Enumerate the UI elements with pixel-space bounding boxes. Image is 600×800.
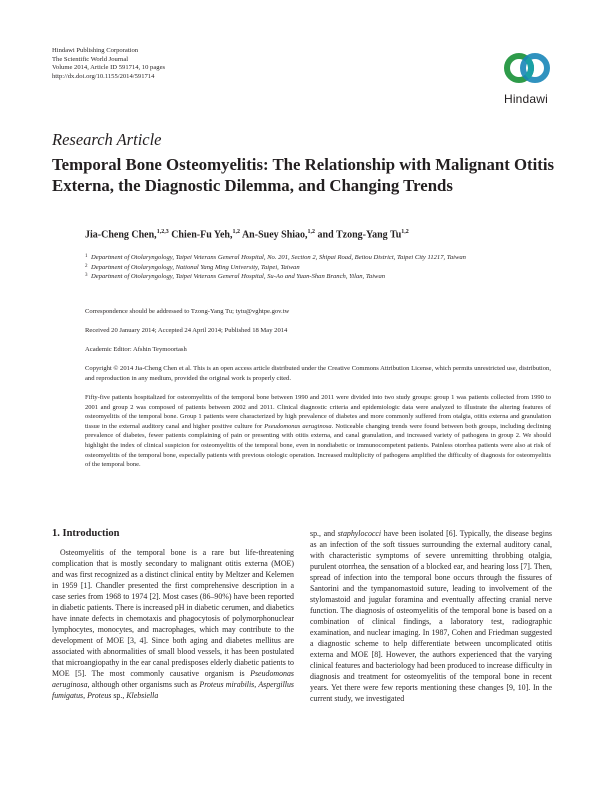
- author-list: [85, 229, 409, 240]
- affiliation-text: Department of Otolaryngology, Taipei Veterans General Hospital, Su-Ao and Yuan-Shan Branch, Yilan, Taiwan: [91, 273, 386, 281]
- affiliation-text: Department of Otolaryngology, Taipei Veterans General Hospital, No. 201, Section 2, Shipai Road, Beitou District, Taipei City 11217, Taiwan: [91, 254, 466, 261]
- body-text: , although other organisms such as: [87, 680, 200, 689]
- organism-name: staphylococci: [337, 529, 382, 538]
- organism-name: Aspergillus fumigatus: [52, 680, 294, 700]
- abstract: [85, 393, 551, 470]
- body-text: ,: [83, 691, 88, 700]
- author-affil-sup: 1,2: [401, 229, 409, 235]
- body-text: have been isolated [6]. Typically, the disease begins as an infection of the soft tissues surrounding the external auditory canal, with characteristic symptoms of severe unremitting throbbing otalgia, purulent otorrhea, the sensation of a blocked ear, and hearing loss [7]. Then, spread of infection into the temporal bone occurs through the fissures of Santorini and the tympanomastoid suture, leading to involvement of the stylomastoid and jugular foramina and eventually affecting cranial nerve function. The diagnosis of osteomyelitis of the temporal bone is based on a combination of clinical findings, a laboratory test, radiographic examination, and nuclear imaging. In 1987, Cohen and Friedman suggested a diagnostic scheme to help differentiate between uncomplicated otitis externa and MOE [8]. However, the authors experienced that the varying clinical features and bacteriology had been produced to increase difficulty in diagnosis and treatment for osteomyelitis of the temporal bone in recent years. Yet there were few reports mentioning these changes [9, 10]. In the current study, we investigated: [310, 529, 552, 703]
- author-affil-sup: 1,2: [232, 229, 240, 235]
- author-affil-sup: 1,2: [307, 229, 316, 235]
- journal-name-line: The Scientific World Journal: [52, 55, 129, 63]
- abstract-organism: Pseudomonas aeruginosa: [264, 422, 332, 430]
- affiliation: [85, 272, 565, 282]
- body-text: sp., and: [310, 529, 338, 538]
- body-column-left: [52, 547, 294, 701]
- author-name: An-Suey Shiao,: [241, 229, 308, 241]
- journal-header: [52, 47, 165, 81]
- affiliation-number: 3: [85, 273, 88, 279]
- publisher-line: Hindawi Publishing Corporation: [52, 47, 139, 54]
- author-affil-sup: 1,2,3: [156, 229, 169, 235]
- doi-link[interactable]: http://dx.doi.org/10.1155/2014/591714: [52, 72, 155, 80]
- affiliation: [85, 253, 565, 263]
- affiliations: [85, 253, 565, 282]
- affiliation-number: 1: [85, 254, 88, 259]
- body-text: ,: [254, 680, 259, 689]
- article-title: Temporal Bone Osteomyelitis: The Relationship with Malignant Otitis Externa, the Diagnostic Dilemma, and Changing Trends: [52, 155, 555, 195]
- body-text: sp.,: [111, 691, 127, 700]
- organism-name: Proteus mirabilis: [199, 680, 255, 689]
- author-name: Jia-Cheng Chen,: [85, 229, 157, 241]
- academic-editor: Academic Editor: Afshin Teymoortash: [85, 346, 187, 353]
- volume-line: Volume 2014, Article ID 591714, 10 pages: [52, 64, 166, 72]
- hindawi-logo-text: Hindawi: [503, 92, 549, 106]
- organism-name: Klebsiella: [126, 691, 159, 700]
- affiliation-number: 2: [85, 263, 88, 269]
- affiliation: [85, 263, 565, 273]
- correspondence: Correspondence should be addressed to Tzong-Yang Tu; tytu@vghtpe.gov.tw: [85, 308, 290, 315]
- publication-dates: Received 20 January 2014; Accepted 24 April 2014; Published 18 May 2014: [85, 327, 288, 334]
- body-text: Osteomyelitis of the temporal bone is a rare but life-threatening complication that is mostly secondary to malignant otitis externa (MOE) and was first recognized as a distinct clinical entity by Meltzer and Kelemen in 1959 [1]. Chandler presented the first comprehensive description in a case series from 1968 to 1974 [2]. Most cases (86–90%) have been reported in diabetic patients. There is increased pH in diabetic cerumen, and diabetics have innate defects in chemotaxis and phagocytosis of polymorphonuclear lymphocytes, monocytes, and macrophages, which may contribute to the development of MOE [3, 4]. Since both aging and diabetes mellitus are associated with abnormalities of small blood vessels, it has been postulated that microangiopathy in the ear canal predisposes elderly diabetic patients to MOE [5]. The most commonly causative organism is: [52, 548, 294, 678]
- copyright-notice: Copyright © 2014 Jia-Cheng Chen et al. This is an open access article distributed under the Creative Commons Attribution License, which permits unrestricted use, distribution, and reproduction in any medium, provided the original work is properly cited.: [85, 365, 551, 382]
- section-heading: 1. Introduction: [52, 528, 120, 539]
- author-name: and Tzong-Yang Tu: [317, 229, 402, 241]
- body-column-right: [310, 528, 552, 704]
- affiliation-text: Department of Otolaryngology, National Yang Ming University, Taipei, Taiwan: [91, 263, 300, 271]
- organism-name: Pseudomonas aeruginosa: [52, 669, 294, 689]
- author-name: Chien-Fu Yeh,: [171, 229, 233, 241]
- organism-name: Proteus: [87, 691, 112, 700]
- abstract-text: Fifty-five patients hospitalized for osteomyelitis of the temporal bone between 1990 and 2011 were divided into two study groups: group 1 was patients collected from 1990 to 2001 and group 2 was composed of patients between 2002 and 2011. Clinical diagnostic criteria and epidemiologic data were analyzed to illustrate the altering features of osteomyelitis of the temporal bone. Group 1 patients were characterized by high prevalence of diabetes and more commonly suffered from otalgia, otitis externa and granulation tissue in the external auditory canal and higher positive culture for: [85, 394, 551, 430]
- abstract-text: . Noticeable changing trends were found between both groups, including declining prevalence of diabetes, fewer patients complaining of pain or presenting with otitis externa, and canal granulation, and increased variety of pathogens in group 2. We should highlight the index of clinical suspicion for osteomyelitis of the temporal bone, even in nondiabetic or immunocompetent patients. Painless otorrhea patients were also at risk of osteomyelitis of the temporal bone, especially patients with previous otologic operation. Increased multiplicity of pathogens amplified the difficulty of diagnosis for osteomyelitis of the temporal bone.: [85, 422, 551, 469]
- article-type: Research Article: [52, 130, 162, 149]
